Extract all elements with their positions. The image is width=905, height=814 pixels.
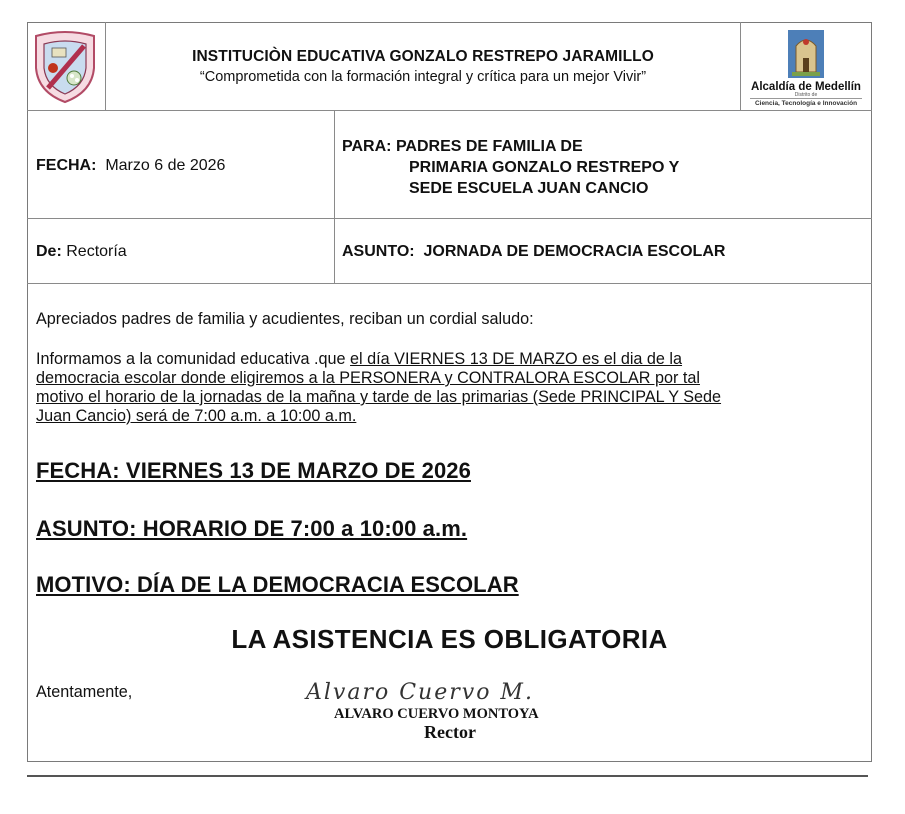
institution-motto: “Comprometida con la formación integral y crítica para un mejor Vivir”: [199, 69, 647, 85]
institution-name: INSTITUCIÒN EDUCATIVA GONZALO RESTREPO JARAMILLO: [192, 48, 654, 65]
row2-divider: [27, 218, 872, 219]
de-label: De:: [36, 243, 62, 260]
de-value: Rectoría: [66, 243, 127, 260]
header-title-block: [106, 48, 740, 85]
header-row-divider: [27, 110, 872, 111]
closing-text: Atentamente,: [36, 683, 133, 701]
info-intro: Informamos a la comunidad educativa .que: [36, 350, 351, 368]
para-line-3: SEDE ESCUELA JUAN CANCIO: [409, 180, 649, 197]
signer-role: Rector: [424, 722, 476, 742]
info-line-2: democracia escolar donde eligiremos a la PERSONERA y CONTRALORA ESCOLAR por tal: [36, 369, 700, 387]
asunto-highlight: ASUNTO: HORARIO DE 7:00 a 10:00 a.m.: [36, 516, 468, 541]
medellin-city-crest-icon: [786, 28, 826, 80]
asunto-label: ASUNTO:: [342, 243, 415, 260]
medellin-subtitle-small: Distrito de: [750, 93, 862, 99]
medellin-subtitle: Ciencia, Tecnología e Innovación: [754, 100, 858, 107]
fecha-highlight: FECHA: VIERNES 13 DE MARZO DE 2026: [36, 458, 471, 483]
signature-scrawl: Alvaro Cuervo M.: [306, 680, 534, 705]
asunto-field: [342, 243, 725, 261]
info-column-divider: [334, 111, 335, 284]
greeting-text: Apreciados padres de familia y acudientes, reciban un cordial saludo:: [36, 310, 534, 328]
para-field: [342, 136, 679, 199]
para-line-1: PADRES DE FAMILIA DE: [395, 138, 583, 155]
para-line-2: PRIMARIA GONZALO RESTREPO Y: [409, 159, 680, 176]
medellin-title: Alcaldía de Medellín: [751, 81, 861, 93]
asunto-value: JORNADA DE DEMOCRACIA ESCOLAR: [423, 243, 726, 260]
info-paragraph: [36, 350, 836, 426]
attendance-notice: LA ASISTENCIA ES OBLIGATORIA: [231, 624, 668, 654]
para-label: PARA:: [342, 138, 392, 155]
fecha-value: Marzo 6 de 2026: [105, 157, 226, 174]
motivo-highlight: MOTIVO: DÍA DE LA DEMOCRACIA ESCOLAR: [36, 572, 519, 597]
footer-rule: [27, 775, 868, 777]
info-line-3: motivo el horario de la jornadas de la mañna y tarde de las primarias (Sede PRINCIPAL Y Sede: [36, 388, 722, 406]
header-right-divider: [740, 22, 741, 111]
fecha-label: FECHA:: [36, 157, 97, 174]
de-field: [36, 243, 127, 261]
signer-name: ALVARO CUERVO MONTOYA: [334, 706, 539, 722]
info-line-4: Juan Cancio) será de 7:00 a.m. a 10:00 a.m.: [36, 407, 357, 425]
school-crest-icon: [30, 28, 100, 106]
fecha-field: [36, 157, 225, 175]
medellin-logo: [742, 26, 870, 110]
row3-divider: [27, 283, 872, 284]
info-line-1: el día VIERNES 13 DE MARZO es el dia de la: [350, 350, 683, 368]
